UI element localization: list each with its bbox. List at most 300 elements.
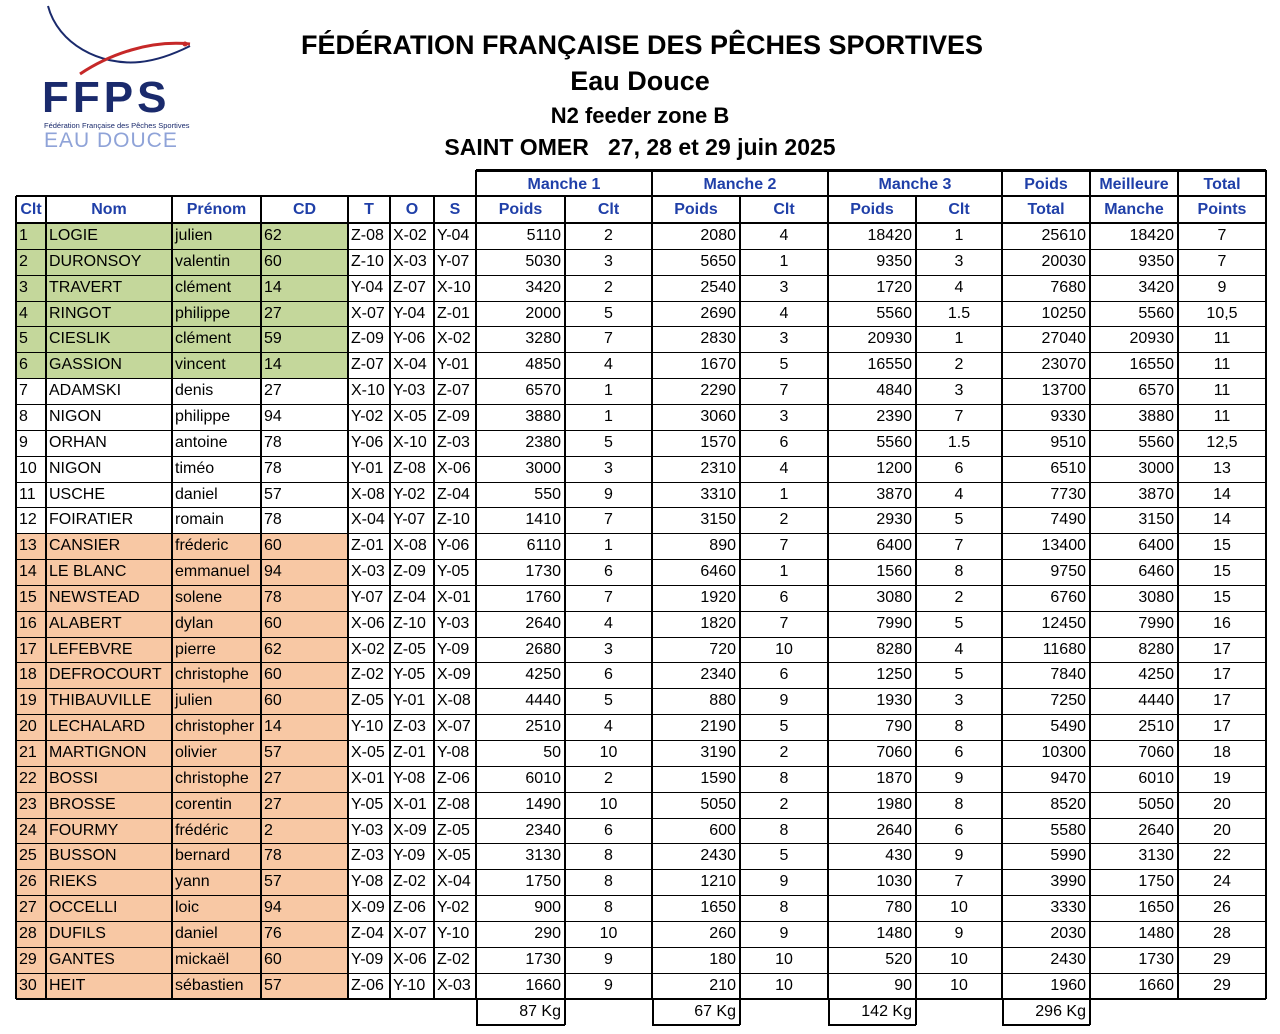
col-cd-cell: 60: [261, 249, 348, 275]
col-prenom-cell: valentin: [172, 249, 261, 275]
grid-line: [564, 999, 566, 1025]
total-manche-3: 142 Kg: [861, 1002, 912, 1020]
col-s-cell: Y-06: [437, 537, 470, 555]
col-m3-poids-cell: 3080: [876, 588, 912, 606]
col-nom-cell: NIGON: [49, 459, 102, 477]
col-m2-poids-cell: 2290: [700, 382, 736, 400]
col-m2-clt-cell: 3: [779, 278, 789, 296]
col-m1-clt-cell: 3: [604, 252, 613, 270]
table-row-rank: 26: [16, 869, 46, 895]
col-o-cell: X-10: [393, 433, 427, 451]
col-meilleure-manche-cell: 1660: [1138, 976, 1174, 994]
col-m1-poids-cell: 1750: [525, 873, 561, 891]
logo-eau-douce: EAU DOUCE: [44, 129, 178, 152]
table-row-rank: 9: [19, 433, 28, 451]
col-m2-poids-cell: 2080: [700, 227, 736, 244]
table-row-rank: 12: [19, 511, 37, 529]
table-row-rank: 1: [16, 223, 46, 249]
col-m2-poids-cell: 1650: [700, 899, 736, 917]
col-m1-poids-cell: 1410: [525, 511, 561, 529]
grid-line: [16, 326, 1266, 327]
col-m2-poids-cell: 260: [709, 924, 736, 942]
col-cd-header: CD: [292, 201, 317, 218]
grid-line: [16, 585, 1266, 586]
col-m2-poids-cell: 5650: [700, 252, 736, 270]
col-total-points-cell: 15: [1213, 588, 1231, 606]
col-s-cell: X-02: [437, 330, 471, 348]
col-m1-clt-cell: 7: [604, 330, 613, 348]
col-cd-cell: 14: [261, 275, 348, 301]
col-t-cell: Z-02: [351, 666, 384, 684]
group-header-total: Total: [1178, 170, 1266, 196]
col-cd-cell: 94: [264, 407, 282, 425]
col-s-cell: X-01: [437, 588, 471, 606]
col-meilleure-manche-cell: 7990: [1138, 614, 1174, 632]
grid-line: [16, 456, 1266, 457]
col-s-cell: X-10: [437, 278, 471, 296]
grid-line: [16, 818, 1266, 819]
col-m3-clt-cell: 1: [954, 227, 964, 244]
col-m3-clt-cell: 8: [954, 795, 964, 813]
col-m2-clt-cell: 6: [779, 433, 789, 451]
col-m1-poids-cell: 2380: [525, 433, 561, 451]
col-m2-clt-cell: 2: [779, 511, 789, 529]
col-o-header: O: [405, 201, 419, 218]
place-date: SAINT OMER 27, 28 et 29 juin 2025: [444, 134, 836, 160]
col-m1-poids-cell: 1760: [525, 588, 561, 606]
col-s-cell: X-08: [437, 692, 471, 710]
col-m3-clt-cell: 8: [954, 718, 964, 736]
col-m1-poids-cell: 3000: [525, 459, 561, 477]
col-total-points-cell: 19: [1213, 769, 1231, 787]
col-m1-clt-cell: 9: [604, 485, 613, 503]
col-m3-poids-cell: 1030: [876, 873, 912, 891]
col-prenom-cell: corentin: [172, 792, 261, 818]
col-s-cell: Z-03: [437, 433, 470, 451]
col-o-cell: Y-08: [393, 769, 426, 787]
grid-line: [433, 196, 435, 999]
col-nom-cell: ALABERT: [46, 611, 172, 637]
col-nom-cell: ADAMSKI: [49, 382, 122, 400]
col-poids-total-cell: 7840: [1050, 666, 1086, 684]
col-t-cell: Z-07: [351, 356, 384, 374]
col-poids-total-cell: 5490: [1050, 718, 1086, 736]
logo-acronym: FFPS: [42, 73, 171, 122]
col-nom-cell: USCHE: [49, 485, 106, 503]
col-m3-clt-cell: 7: [954, 873, 964, 891]
col-m2-clt-cell: 5: [779, 718, 789, 736]
table-row-rank: 11: [19, 485, 36, 503]
grid-line: [16, 195, 1266, 197]
grid-line: [16, 843, 1266, 844]
col-m1-poids-cell: 2340: [525, 821, 561, 839]
col-nom-cell: BUSSON: [46, 843, 172, 869]
col-cd-cell: 94: [261, 559, 348, 585]
col-m3-poids-cell: 6400: [876, 537, 912, 555]
col-total-points-cell: 9: [1217, 278, 1227, 296]
col-m1-poids-cell: 2000: [525, 304, 561, 322]
col-t-cell: X-07: [351, 304, 385, 322]
col-s-cell: X-09: [437, 666, 471, 684]
col-m2-clt-cell: 10: [775, 950, 793, 968]
col-m1-poids-cell: 1730: [525, 950, 561, 968]
table-row-rank: 13: [16, 533, 46, 559]
col-m1-clt-cell: 3: [604, 459, 613, 477]
col-nom-cell: NIGON: [49, 407, 102, 425]
col-t-cell: X-01: [351, 769, 385, 787]
col-m1-clt-cell: 9: [604, 950, 613, 968]
col-m2-poids-cell: 3060: [700, 407, 736, 425]
col-m1-clt-cell: 10: [599, 744, 618, 761]
col-m1-poids-cell: 3280: [525, 330, 561, 348]
table-row-rank: 18: [16, 662, 46, 688]
col-total-points-cell: 26: [1213, 899, 1231, 917]
col-meilleure-manche-cell: 3420: [1138, 278, 1174, 296]
col-poids-total-cell: 3330: [1050, 899, 1086, 917]
col-prenom-cell: clément: [172, 275, 261, 301]
col-m3-clt-cell: 2: [954, 588, 964, 606]
col-poids-total-cell: 2430: [1050, 950, 1086, 968]
col-total-points-cell: 22: [1213, 847, 1231, 865]
col-meilleure-manche-cell: 6570: [1138, 382, 1174, 400]
col-m2-clt-cell: 1: [779, 252, 789, 270]
col-m1-clt-cell: 8: [604, 899, 613, 917]
col-s-cell: Y-10: [437, 924, 470, 942]
col-nom-cell: GASSION: [46, 352, 172, 378]
col-prenom-cell: christophe: [172, 662, 261, 688]
grid-line: [16, 507, 1266, 508]
table-row-rank: 10: [19, 459, 37, 477]
col-m3-clt-cell: 7: [954, 537, 964, 555]
col-nom-cell: BOSSI: [46, 766, 172, 792]
col-cd-cell: 78: [264, 459, 282, 477]
col-m1-poids-cell: 290: [534, 924, 561, 942]
col-total-points-cell: 16: [1213, 614, 1231, 632]
col-m2-clt-cell: 3: [779, 330, 789, 348]
col-prenom-cell: julien: [172, 223, 261, 249]
total-all: 296 Kg: [1035, 1002, 1086, 1020]
col-meilleure-manche-cell: 7060: [1138, 744, 1174, 761]
col-nom-cell: FOURMY: [46, 818, 172, 844]
col-t-cell: Z-08: [351, 227, 384, 244]
col-m2-clt-cell: 9: [779, 924, 789, 942]
col-poids-total-cell: 9330: [1050, 407, 1086, 425]
grid-line: [1089, 170, 1091, 999]
col-clt-header: Clt: [20, 201, 42, 218]
col-m3-clt-cell: 1.5: [947, 304, 971, 322]
col-m1-clt-cell: 4: [604, 356, 613, 374]
col-m2-poids-cell: 3150: [700, 511, 736, 529]
col-m1-poids-cell: 1490: [525, 795, 561, 813]
col-m1-poids-cell: 2510: [525, 718, 561, 736]
col-t-cell: Y-07: [351, 588, 384, 606]
col-poids-total-cell: 23070: [1041, 356, 1086, 374]
col-meilleure-manche-cell: 5050: [1138, 795, 1174, 813]
col-m3-poids-cell: 430: [885, 847, 912, 865]
table-row-rank: 19: [16, 688, 46, 714]
col-m1-poids-cell: 4250: [525, 666, 561, 684]
col-m3-clt-cell: 6: [954, 821, 964, 839]
col-m3-clt-cell: 1.5: [947, 433, 971, 451]
col-total-points-cell: 14: [1213, 511, 1231, 529]
grid-line: [16, 869, 1266, 870]
col-m1-clt-cell: 10: [599, 924, 618, 942]
col-m2-poids-cell: 880: [709, 692, 736, 710]
col-m3-clt-cell: 10: [950, 899, 968, 917]
col-prenom-cell: daniel: [172, 921, 261, 947]
grid-line: [915, 196, 917, 999]
col-meilleure-manche-cell: 4440: [1138, 692, 1174, 710]
col-poids-total-cell: 7730: [1050, 485, 1086, 503]
col-o-cell: Y-02: [393, 485, 426, 503]
col-total-points-cell: 29: [1213, 950, 1231, 968]
col-m3-clt-cell: 1: [954, 330, 964, 348]
col-m1-poids-cell: 3420: [525, 278, 561, 296]
col-o-cell: Z-07: [393, 278, 426, 296]
col-m2-poids-cell: 2430: [700, 847, 736, 865]
col-m1-poids-cell: 900: [534, 899, 561, 917]
table-row-rank: 2: [16, 249, 46, 275]
col-nom-cell: TRAVERT: [46, 275, 172, 301]
col-total-points-cell: 11: [1213, 407, 1231, 425]
col-m1-clt-cell: 7: [604, 588, 613, 606]
table-row-rank: 28: [16, 921, 46, 947]
col-poids-total-cell: 6510: [1050, 459, 1086, 477]
col-s-cell: Z-01: [437, 304, 470, 322]
col-cd-cell: 27: [261, 301, 348, 327]
table-row-rank: 21: [16, 740, 46, 766]
col-m3-clt-cell: 4: [954, 278, 964, 296]
col-cd-cell: 59: [261, 326, 348, 352]
grid-line: [16, 404, 1266, 405]
col-m3-clt-cell: 2: [954, 356, 964, 374]
col-t-cell: Z-09: [351, 330, 384, 348]
col-meilleure-manche-cell: 1650: [1138, 899, 1174, 917]
col-t-cell: Y-09: [351, 950, 384, 968]
col-s-cell: Z-05: [437, 821, 470, 839]
col-m2-clt-cell: 10: [775, 976, 793, 994]
col-m2-clt-cell: 3: [779, 407, 789, 425]
col-m3-clt-cell: 10: [950, 976, 968, 994]
col-m2-clt-cell: 6: [779, 588, 789, 606]
col-meilleure-manche-cell: 8280: [1138, 640, 1174, 658]
grid-line: [564, 196, 566, 999]
col-m2-poids-cell: 2310: [700, 459, 736, 477]
grid-line: [16, 378, 1266, 379]
col-m2-clt-cell: 2: [779, 744, 789, 761]
col-meilleure-manche-cell: 2510: [1138, 718, 1174, 736]
col-s-cell: Y-02: [437, 899, 470, 917]
col-m1-poids-cell: 50: [543, 744, 561, 761]
col-nom-cell: RINGOT: [46, 301, 172, 327]
grid-line: [16, 482, 1266, 483]
grid-line: [16, 222, 1266, 224]
col-cd-cell: 60: [261, 688, 348, 714]
col-meilleure-manche-cell: 5560: [1138, 304, 1174, 322]
col-s-cell: Y-07: [437, 252, 470, 270]
col-m3-poids-cell: 5560: [876, 433, 912, 451]
col-m1-poids-cell: 5030: [525, 252, 561, 270]
group-header-manche-1: Manche 1: [476, 170, 652, 196]
grid-line: [16, 611, 1266, 612]
grid-line: [16, 947, 1266, 948]
col-m3-poids-cell: 790: [885, 718, 912, 736]
total-manche-1: 87 Kg: [519, 1002, 561, 1020]
col-poids-total-cell: 2030: [1050, 924, 1086, 942]
grid-line: [389, 196, 391, 999]
table-row-rank: 24: [16, 818, 46, 844]
col-m3-clt-cell: 9: [954, 847, 964, 865]
col-prenom-cell: olivier: [172, 740, 261, 766]
col-m1-clt-cell: 4: [604, 718, 613, 736]
col-t-cell: X-08: [351, 485, 385, 503]
col-m3-poids-header: Poids: [850, 201, 894, 218]
grid-line: [16, 559, 1266, 560]
grid-line: [915, 999, 917, 1025]
page-subtitle: Eau Douce: [570, 66, 710, 96]
col-s-cell: Z-08: [437, 795, 470, 813]
col-m3-poids-cell: 90: [894, 976, 912, 994]
col-poids-total-cell: 27040: [1041, 330, 1086, 348]
col-total-points-cell: 15: [1213, 563, 1231, 581]
col-m3-poids-cell: 780: [885, 899, 912, 917]
col-prenom-cell: bernard: [172, 843, 261, 869]
col-cd-cell: 78: [261, 843, 348, 869]
col-prenom-cell: mickaël: [172, 947, 261, 973]
col-meilleure-manche-cell: 3000: [1138, 459, 1174, 477]
col-t-cell: Y-01: [351, 459, 384, 477]
col-s-cell: Y-05: [437, 563, 470, 581]
col-cd-cell: 78: [264, 433, 282, 451]
col-s-cell: Y-09: [437, 640, 470, 658]
col-m2-poids-cell: 1210: [700, 873, 736, 891]
col-meilleure-manche-cell: 5560: [1138, 433, 1174, 451]
grid-line: [827, 170, 829, 999]
col-poids-total-cell: 20030: [1041, 252, 1086, 270]
col-s-cell: Z-04: [437, 485, 470, 503]
col-cd-cell: 78: [261, 585, 348, 611]
col-total-points-cell: 29: [1213, 976, 1231, 994]
col-m2-clt-cell: 1: [779, 485, 789, 503]
col-nom-cell: DURONSOY: [46, 249, 172, 275]
col-m3-poids-cell: 2640: [876, 821, 912, 839]
col-s-cell: Z-09: [437, 407, 470, 425]
col-prenom-cell: dylan: [172, 611, 261, 637]
col-m2-poids-cell: 720: [709, 640, 736, 658]
col-o-cell: Y-03: [393, 382, 426, 400]
col-poids-total-cell: 25610: [1041, 227, 1086, 244]
table-row-rank: 7: [19, 382, 28, 400]
col-m3-clt-cell: 5: [954, 511, 964, 529]
col-m2-clt-cell: 4: [779, 459, 789, 477]
col-o-cell: Z-08: [393, 459, 426, 477]
col-o-cell: X-07: [393, 924, 427, 942]
col-cd-cell: 78: [264, 511, 282, 529]
col-total-points-cell: 11: [1213, 330, 1231, 348]
col-m2-clt-cell: 1: [779, 563, 789, 581]
col-s-cell: Z-10: [437, 511, 470, 529]
col-nom-cell: DUFILS: [46, 921, 172, 947]
col-cd-cell: 14: [261, 352, 348, 378]
col-m2-poids-cell: 3190: [700, 744, 736, 761]
col-s-cell: X-04: [437, 873, 471, 891]
grid-line: [16, 301, 1266, 302]
col-m2-poids-cell: 3310: [700, 485, 736, 503]
col-o-cell: Y-05: [393, 666, 426, 684]
col-o-cell: Y-01: [393, 692, 426, 710]
col-nom-cell: MARTIGNON: [46, 740, 172, 766]
col-nom-cell: OCCELLI: [46, 895, 172, 921]
col-t-cell: X-10: [351, 382, 385, 400]
col-o-cell: X-08: [393, 537, 427, 555]
col-nom-cell: LEFEBVRE: [46, 637, 172, 663]
grid-line: [652, 1024, 740, 1026]
col-poids-total-cell: 9470: [1050, 769, 1086, 787]
col-m2-clt-cell: 2: [779, 795, 789, 813]
col-total-points-cell: 15: [1213, 537, 1231, 555]
grid-line: [347, 196, 349, 999]
col-m3-poids-cell: 1870: [876, 769, 912, 787]
col-m3-clt-cell: 6: [954, 459, 964, 477]
col-m1-clt-cell: 3: [604, 640, 613, 658]
col-t-cell: X-04: [351, 511, 385, 529]
col-s-header: S: [449, 201, 461, 218]
col-m2-clt-cell: 9: [779, 692, 789, 710]
grid-line: [652, 999, 654, 1025]
col-total-points-cell: 20: [1213, 795, 1231, 813]
col-m3-poids-cell: 1480: [876, 924, 912, 942]
grid-line: [16, 533, 1266, 534]
col-m2-clt-header: Clt: [773, 201, 795, 218]
grid-line: [16, 766, 1266, 767]
col-poids-total-cell: 9750: [1050, 563, 1086, 581]
col-total-points-cell: 28: [1213, 924, 1231, 942]
col-m3-poids-cell: 9350: [876, 252, 912, 270]
col-m2-clt-cell: 7: [779, 537, 789, 555]
col-m2-clt-cell: 7: [779, 382, 789, 400]
grid-line: [16, 998, 1266, 1000]
col-total-points-cell: 10,5: [1206, 304, 1238, 322]
col-m1-clt-cell: 5: [604, 304, 613, 322]
col-m2-poids-header: Poids: [674, 201, 718, 218]
competition-name: N2 feeder zone B: [550, 103, 730, 128]
col-s-cell: X-05: [437, 847, 471, 865]
col-total-points-cell: 12,5: [1206, 433, 1238, 451]
col-nom-cell: CANSIER: [46, 533, 172, 559]
col-t-cell: Y-06: [351, 433, 384, 451]
col-m3-poids-cell: 520: [885, 950, 912, 968]
col-t-cell: X-06: [351, 614, 385, 632]
col-meilleure-manche-cell: 6400: [1138, 537, 1174, 555]
col-s-cell: Z-06: [437, 769, 470, 787]
col-o-cell: Z-02: [393, 873, 426, 891]
col-m1-clt-cell: 5: [604, 692, 613, 710]
col-prenom-cell: romain: [175, 511, 224, 529]
col-total-points-cell: 17: [1213, 640, 1231, 658]
table-row-rank: 22: [16, 766, 46, 792]
table-row-rank: 6: [16, 352, 46, 378]
grid-line: [651, 170, 653, 999]
grid-line: [16, 895, 1266, 896]
col-m1-poids-cell: 4850: [525, 356, 561, 374]
col-o-cell: X-05: [393, 407, 427, 425]
col-s-cell: X-07: [437, 718, 471, 736]
col-prenom-header: Prénom: [186, 201, 247, 218]
col-m3-poids-cell: 1930: [876, 692, 912, 710]
table-row-rank: 23: [16, 792, 46, 818]
col-m2-clt-cell: 6: [779, 666, 789, 684]
col-nom-cell: DEFROCOURT: [46, 662, 172, 688]
